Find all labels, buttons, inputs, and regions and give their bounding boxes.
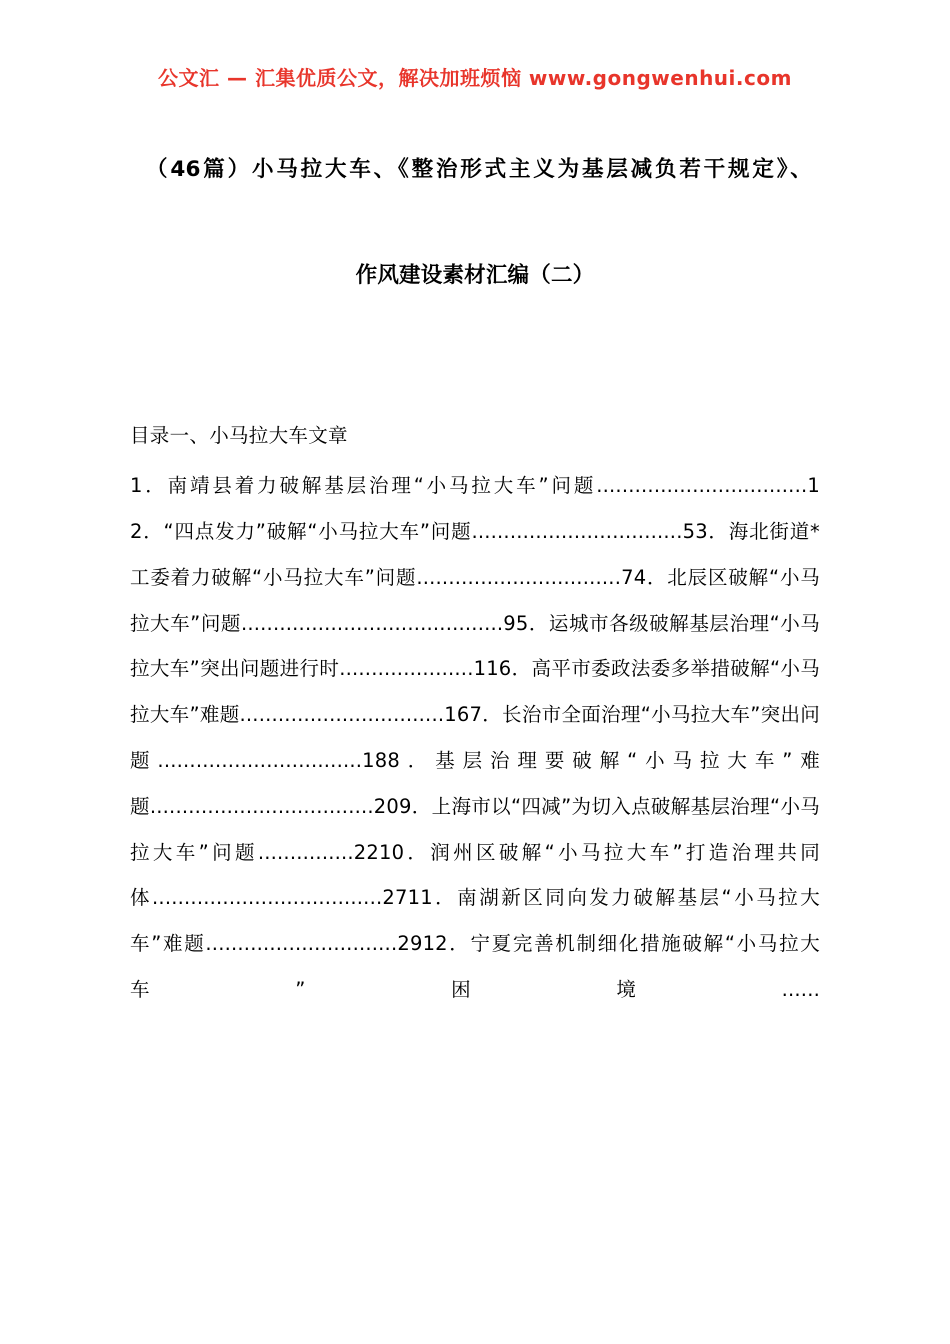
toc-heading: 目录一、小马拉大车文章: [130, 424, 348, 448]
document-content: [130, 148, 820, 1013]
title-line-secondary: 作风建设素材汇编（二）: [355, 263, 595, 289]
site-watermark: 公文汇 — 汇集优质公文，解决加班烦恼 www.gongwenhui.com: [158, 66, 792, 90]
page-title: [130, 148, 820, 298]
toc-entries: 1．南靖县着力破解基层治理“小马拉大车”问题.................................12．“四点发力”破解“小马拉大车”问题.................................53．海北街道*工委着力破解“小马拉大车”问题................................74．北辰区破解“小马拉大车”问题.........................................95．运城市各级破解基层治理“小马拉大车”突出问题进行时.....................116．高平市委政法委多举措破解“小马拉大车”难题................................167．长治市全面治理“小马拉大车”突出问题................................188．基层治理要破解“小马拉大车”难题...................................209．上海市以“四减”为切入点破解基层治理“小马拉大车”问题...............2210．润州区破解“小马拉大车”打造治理共同体....................................2711．南湖新区同向发力破解基层“小马拉大车”难题..............................2912．宁夏完善机制细化措施破解“小马拉大车”困境......: [130, 474, 820, 1001]
table-of-contents: [130, 416, 820, 1013]
title-line-primary: （46篇）小马拉大车、《整治形式主义为基层减负若干规定》、: [146, 157, 812, 182]
